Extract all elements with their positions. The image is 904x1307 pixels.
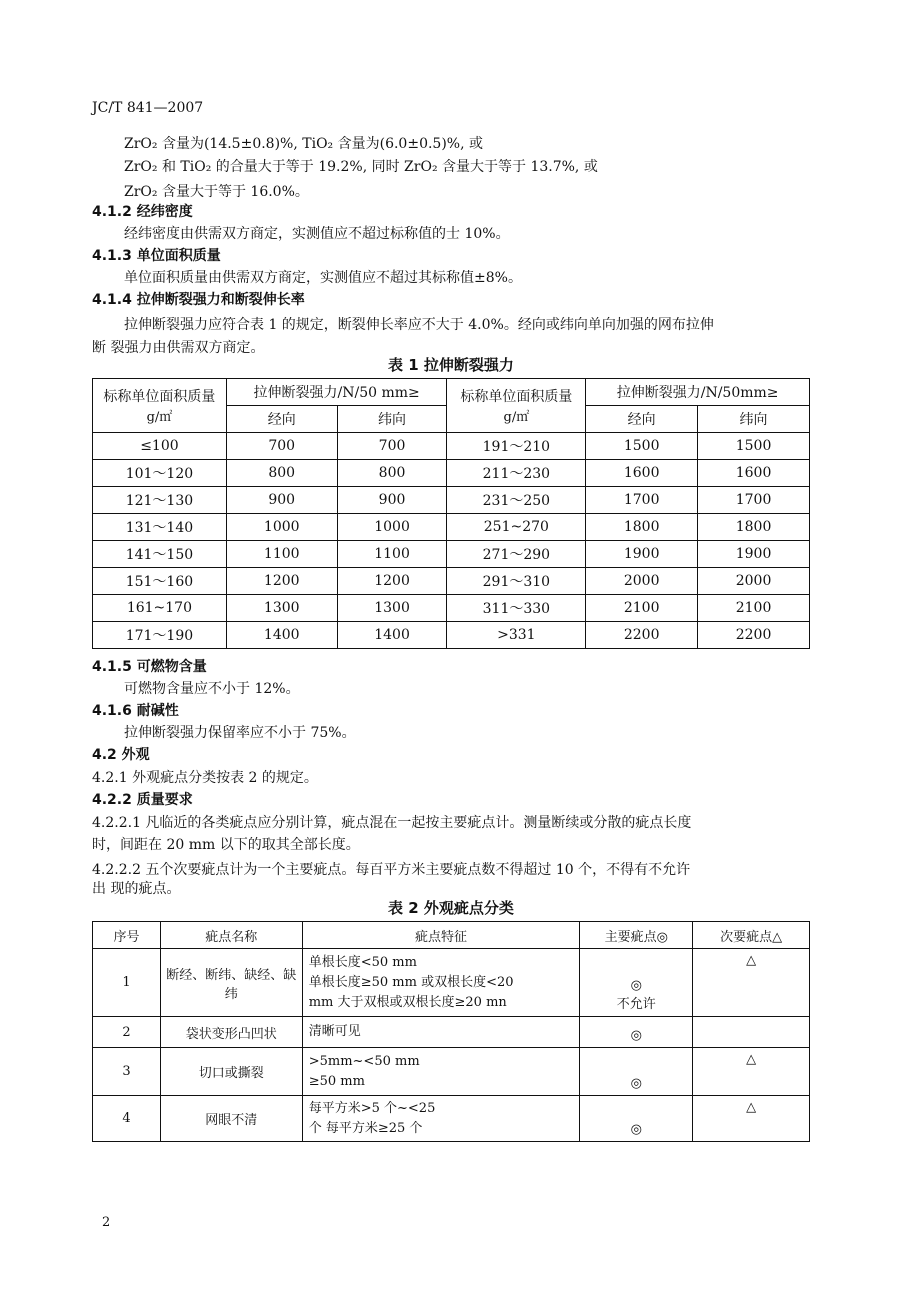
table-cell: 1700: [586, 487, 698, 514]
intro-line-2: ZrO₂ 和 TiO₂ 的合量大于等于 19.2%, 同时 ZrO₂ 含量大于等于 13.7%, 或: [124, 159, 598, 175]
defect-no: 4: [93, 1096, 161, 1142]
t1-warp-right: 经向: [586, 406, 698, 433]
table-cell: 1400: [337, 622, 447, 649]
table-cell: 900: [337, 487, 447, 514]
table-cell: 2200: [586, 622, 698, 649]
table-cell: 1200: [337, 568, 447, 595]
table-row: [93, 487, 810, 514]
intro-line-1: ZrO₂ 含量为(14.5±0.8)%, TiO₂ 含量为(6.0±0.5)%, 或: [124, 136, 483, 152]
text-4-1-2: 经纬密度由供需双方商定，实测值应不超过标称值的士 10%。: [124, 226, 510, 242]
table-cell: 700: [337, 433, 447, 460]
table-cell: 1500: [698, 433, 810, 460]
major-defect-icon: ◎: [630, 1028, 642, 1043]
table-cell: 700: [226, 433, 337, 460]
t2-body: [93, 949, 810, 1142]
t2-header-name: 疵点名称: [160, 922, 302, 949]
table-cell: 131～140: [93, 514, 227, 541]
table-cell: >331: [447, 622, 586, 649]
table-cell: 1800: [698, 514, 810, 541]
defect-name: 断经、断纬、缺经、缺纬: [160, 949, 302, 1017]
text-4-2-2-1-line1: 4.2.2.1 凡临近的各类疵点应分别计算，疵点混在一起按主要疵点计。测量断续或分散的疵点长度: [92, 815, 692, 831]
text-4-1-6: 拉伸断裂强力保留率应不小于 75%。: [124, 725, 356, 741]
table-cell: 291～310: [447, 568, 586, 595]
table-row: [93, 433, 810, 460]
table-row: [93, 622, 810, 649]
table-cell: 171～190: [93, 622, 227, 649]
defect-feature-line: 每平方米>5 个~<25: [308, 1100, 436, 1116]
table-cell: 1200: [226, 568, 337, 595]
t1-warp-left: 经向: [226, 406, 337, 433]
text-4-2-2-2-line2: 出 现的疵点。: [92, 881, 181, 897]
text-4-1-3: 单位面积质量由供需双方商定，实测值应不超过其标称值±8%。: [124, 270, 522, 286]
table-cell: 2200: [698, 622, 810, 649]
text-4-2-2-2-line1: 4.2.2.2 五个次要疵点计为一个主要疵点。每百平方米主要疵点数不得超过 10 个，不得有不允许: [92, 862, 691, 878]
table2-caption: 表 2 外观疵点分类: [388, 899, 514, 917]
defect-major: [580, 1096, 693, 1142]
table-cell: 1900: [586, 541, 698, 568]
table-cell: 1000: [337, 514, 447, 541]
table-cell: 1000: [226, 514, 337, 541]
major-defect-icon: ◎: [630, 1122, 642, 1137]
table-cell: 141～150: [93, 541, 227, 568]
table-cell: ≤100: [93, 433, 227, 460]
table-row: [93, 541, 810, 568]
defect-features: [302, 949, 580, 1017]
defect-feature-line: >5mm~<50 mm: [308, 1053, 420, 1069]
heading-4-1-5: 4.1.5 可燃物含量: [92, 659, 207, 675]
table-row: [93, 1017, 810, 1048]
table-cell: 1600: [698, 460, 810, 487]
table-cell: 1700: [698, 487, 810, 514]
t1-header-strength-left: 拉伸断裂强力/N/50 mm≥: [226, 379, 447, 406]
defect-minor: [693, 1096, 810, 1142]
defect-feature-line: 清晰可见: [308, 1024, 361, 1039]
defect-features: [302, 1096, 580, 1142]
table-row: [93, 1096, 810, 1142]
heading-4-1-6: 4.1.6 耐碱性: [92, 703, 179, 719]
table-cell: 1300: [226, 595, 337, 622]
text-4-1-4-line2: 断 裂强力由供需双方商定。: [92, 340, 265, 356]
tensile-strength-table: [92, 378, 810, 649]
table-cell: 2100: [586, 595, 698, 622]
table-cell: 1400: [226, 622, 337, 649]
t1-mass-unit-right: g/㎡: [503, 410, 530, 425]
minor-defect-icon: △: [746, 1100, 757, 1115]
table-cell: 1100: [226, 541, 337, 568]
t1-mass-label-right: 标称单位面积质量: [460, 389, 573, 405]
heading-4-1-4: 4.1.4 拉伸断裂强力和断裂伸长率: [92, 292, 305, 308]
table-row: [93, 595, 810, 622]
table-cell: 900: [226, 487, 337, 514]
t1-weft-left: 纬向: [337, 406, 447, 433]
table-cell: 800: [226, 460, 337, 487]
table-row: [93, 568, 810, 595]
table-row: [93, 514, 810, 541]
table-cell: 151～160: [93, 568, 227, 595]
table-cell: 191～210: [447, 433, 586, 460]
table-cell: 161~170: [93, 595, 227, 622]
table-cell: 2000: [586, 568, 698, 595]
appearance-defect-table: [92, 921, 810, 1142]
table-cell: 1600: [586, 460, 698, 487]
defect-major: [580, 1048, 693, 1096]
defect-name: 网眼不清: [160, 1096, 302, 1142]
t1-header-mass-left: [93, 379, 227, 433]
defect-no: 2: [93, 1017, 161, 1048]
standard-code: JC/T 841—2007: [92, 100, 204, 116]
minor-defect-icon: △: [746, 953, 757, 968]
defect-feature-line: 个 每平方米≥25 个: [308, 1120, 423, 1136]
table-cell: 2000: [698, 568, 810, 595]
defect-minor: [693, 1017, 810, 1048]
minor-defect-icon: △: [746, 1052, 757, 1067]
major-note: 不允许: [616, 997, 656, 1012]
text-4-1-4-line1: 拉伸断裂强力应符合表 1 的规定，断裂伸长率应不大于 4.0%。经向或纬向单向加强的网布拉伸: [124, 317, 714, 333]
table-row: [93, 949, 810, 1017]
defect-major: [580, 949, 693, 1017]
t1-header-mass-right: [447, 379, 586, 433]
table-cell: 211～230: [447, 460, 586, 487]
t2-header-no: 序号: [93, 922, 161, 949]
intro-line-3: ZrO₂ 含量大于等于 16.0%。: [124, 184, 309, 200]
heading-4-2-2: 4.2.2 质量要求: [92, 792, 193, 808]
defect-feature-line: 单根长度<50 mm: [308, 954, 417, 970]
major-defect-icon: ◎: [630, 978, 642, 993]
table-cell: 271～290: [447, 541, 586, 568]
defect-feature-line: 单根长度≥50 mm 或双根长度<20: [308, 974, 514, 990]
defect-name: 切口或撕裂: [160, 1048, 302, 1096]
major-defect-icon: ◎: [630, 1076, 642, 1091]
page-number: 2: [102, 1215, 111, 1230]
defect-no: 1: [93, 949, 161, 1017]
table-cell: 231～250: [447, 487, 586, 514]
table-cell: 2100: [698, 595, 810, 622]
defect-feature-line: ≥50 mm: [308, 1073, 365, 1089]
table1-caption: 表 1 拉伸断裂强力: [388, 356, 514, 374]
table-cell: 311～330: [447, 595, 586, 622]
text-4-2-1: 4.2.1 外观疵点分类按表 2 的规定。: [92, 770, 318, 786]
text-4-2-2-1-line2: 时，间距在 20 mm 以下的取其全部长度。: [92, 837, 360, 853]
defect-features: [302, 1017, 580, 1048]
heading-4-2: 4.2 外观: [92, 747, 150, 763]
table-cell: 1300: [337, 595, 447, 622]
t1-header-strength-right: 拉伸断裂强力/N/50mm≥: [586, 379, 810, 406]
t2-header-minor: 次要疵点△: [693, 922, 810, 949]
table-row: [93, 460, 810, 487]
table-cell: 121～130: [93, 487, 227, 514]
t1-mass-label: 标称单位面积质量: [103, 389, 216, 405]
defect-name: 袋状变形凸凹状: [160, 1017, 302, 1048]
table-row: [93, 1048, 810, 1096]
table-cell: 101～120: [93, 460, 227, 487]
table-cell: 1800: [586, 514, 698, 541]
t2-header-features: 疵点特征: [302, 922, 580, 949]
defect-feature-line: mm 大于双根或双根长度≥20 mn: [308, 994, 507, 1010]
defect-major: [580, 1017, 693, 1048]
heading-4-1-3: 4.1.3 单位面积质量: [92, 248, 221, 264]
defect-features: [302, 1048, 580, 1096]
t1-mass-unit: g/㎡: [146, 410, 173, 425]
table-cell: 1500: [586, 433, 698, 460]
defect-no: 3: [93, 1048, 161, 1096]
table-cell: 251~270: [447, 514, 586, 541]
table-cell: 1100: [337, 541, 447, 568]
table-cell: 1900: [698, 541, 810, 568]
table-cell: 800: [337, 460, 447, 487]
defect-minor: [693, 949, 810, 1017]
t2-header-major: 主要疵点◎: [580, 922, 693, 949]
text-4-1-5: 可燃物含量应不小于 12%。: [124, 681, 300, 697]
t1-weft-right: 纬向: [698, 406, 810, 433]
t1-body: [93, 433, 810, 649]
heading-4-1-2: 4.1.2 经纬密度: [92, 204, 193, 220]
defect-minor: [693, 1048, 810, 1096]
